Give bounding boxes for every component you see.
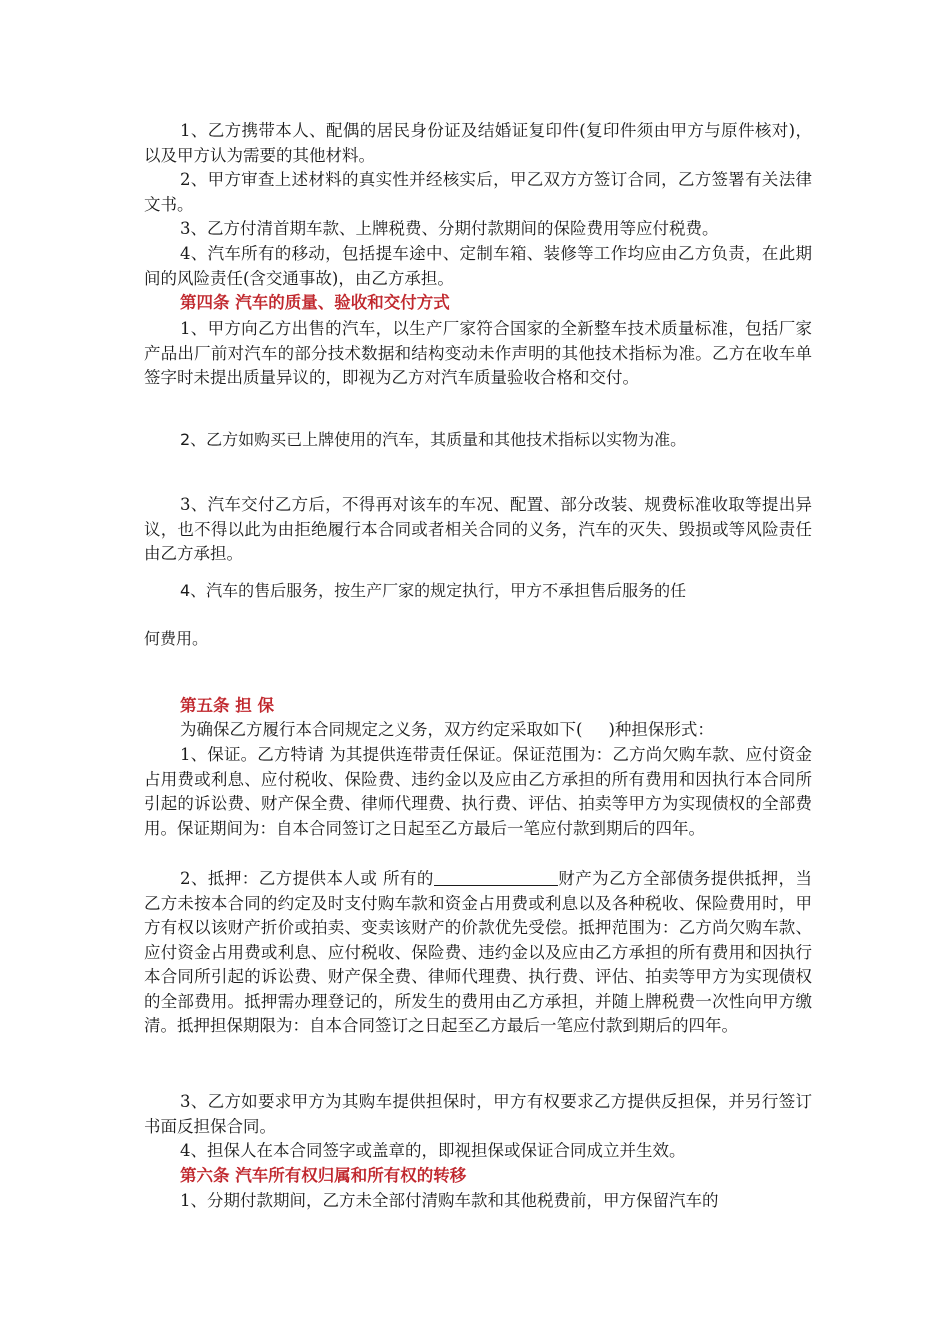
property-blank-field[interactable]	[434, 869, 558, 886]
article-5-intro	[144, 718, 812, 743]
article-4-heading: 第四条 汽车的质量、验收和交付方式	[180, 293, 450, 312]
article-4-item-4-continued: 何费用。	[144, 629, 209, 648]
article-6-item-1: 1、分期付款期间，乙方未全部付清购车款和其他税费前，甲方保留汽车的	[180, 1191, 719, 1210]
article-5-heading: 第五条 担 保	[180, 696, 274, 715]
article-4-item-4: 4、汽车的售后服务，按生产厂家的规定执行，甲方不承担售后服务的任	[180, 581, 687, 600]
s3-item-2: 2、甲方审查上述材料的真实性并经核实后，甲乙双方方签订合同，乙方签署有关法律文书。	[144, 170, 812, 214]
s3-item-1: 1、乙方携带本人、配偶的居民身份证及结婚证复印件(复印件须由甲方与原件核对)，以及甲方认为需要的其他材料。	[144, 121, 812, 165]
s3-item-3: 3、乙方付清首期车款、上牌税费、分期付款期间的保险费用等应付税费。	[180, 219, 719, 238]
article-4-item-2: 2、乙方如购买已上牌使用的汽车，其质量和其他技术指标以实物为准。	[180, 430, 687, 449]
article-5-item-2	[144, 867, 812, 1039]
article-5-intro-text-a: 为确保乙方履行本合同规定之义务，双方约定采取如下(	[180, 720, 583, 739]
article-5-item-3: 3、乙方如要求甲方为其购车提供担保时，甲方有权要求乙方提供反担保，并另行签订书面反担保合同。	[144, 1092, 812, 1136]
article-5-item-4: 4、担保人在本合同签字或盖章的，即视担保或保证合同成立并生效。	[180, 1141, 686, 1160]
article-4-item-3: 3、汽车交付乙方后，不得再对该车的车况、配置、部分改装、规费标准收取等提出异议，也不得以此为由拒绝履行本合同或者相关合同的义务，汽车的灭失、毁损或等风险责任由乙方承担。	[144, 495, 812, 563]
article-5-item-2-text-a: 2、抵押：乙方提供本人或 所有的	[180, 869, 434, 888]
article-5-intro-text-b: )种担保形式：	[608, 720, 714, 739]
s3-item-4: 4、汽车所有的移动，包括提车途中、定制车箱、装修等工作均应由乙方负责，在此期间的风险责任(含交通事故)，由乙方承担。	[144, 244, 812, 288]
article-5-item-1: 1、保证。乙方特请 为其提供连带责任保证。保证范围为：乙方尚欠购车款、应付资金占用费或利息、应付税收、保险费、违约金以及应由乙方承担的所有费用和因执行本合同所引起的诉讼费、财产保全费、律师代理费、执行费、评估、拍卖等甲方为实现债权的全部费用。保证期间为：自本合同签订之日起至乙方最后一笔应付款到期后的四年。	[144, 745, 812, 838]
article-4-item-1: 1、甲方向乙方出售的汽车，以生产厂家符合国家的全新整车技术质量标准，包括厂家产品出厂前对汽车的部分技术数据和结构变动未作声明的其他技术指标为准。乙方在收车单签字时未提出质量异议的，即视为乙方对汽车质量验收合格和交付。	[144, 319, 812, 387]
article-6-heading: 第六条 汽车所有权归属和所有权的转移	[180, 1166, 467, 1185]
article-5-item-2-text-b: 财产为乙方全部债务提供抵押，当乙方未按本合同的约定及时支付购车款和资金占用费或利息以及各种税收、保险费用时，甲方有权以该财产折价或拍卖、变卖该财产的价款优先受偿。抵押范围为：乙方尚欠购车款、应付资金占用费或利息、应付税收、保险费、违约金以及应由乙方承担的所有费用和因执行本合同所引起的诉讼费、财产保全费、律师代理费、执行费、评估、拍卖等甲方为实现债权的全部费用。抵押需办理登记的，所发生的费用由乙方承担，并随上牌税费一次性向甲方缴清。抵押担保期限为：自本合同签订之日起至乙方最后一笔应付款到期后的四年。	[144, 869, 812, 1035]
